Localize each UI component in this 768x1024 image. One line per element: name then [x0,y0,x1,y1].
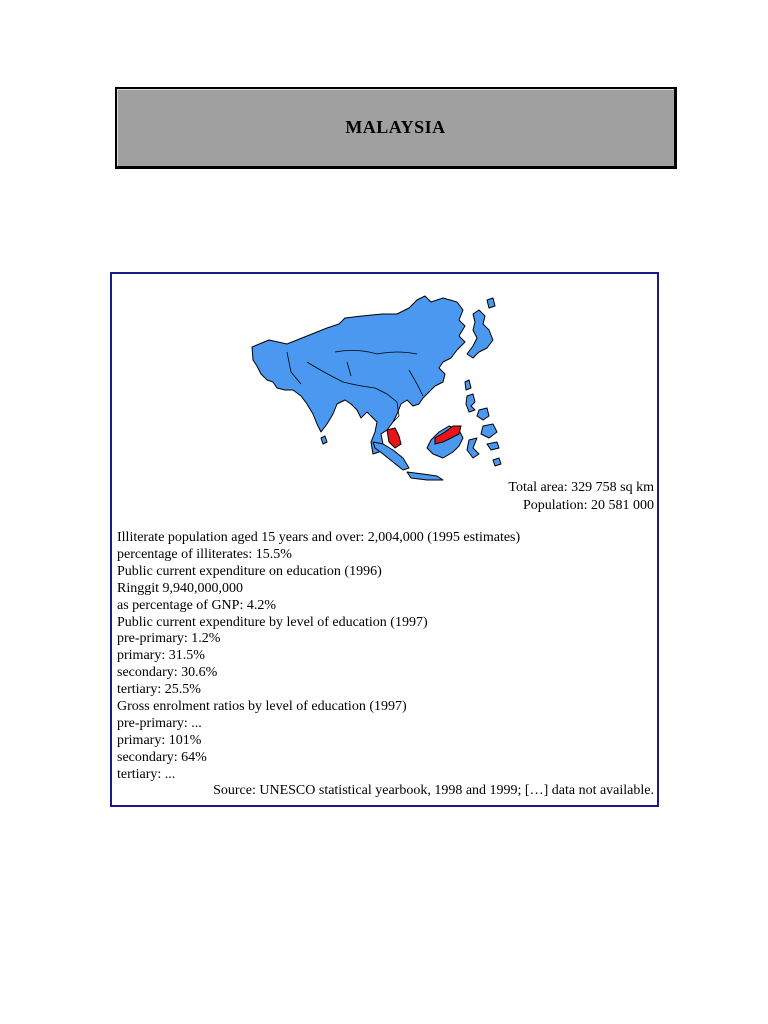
stat-line: Public current expenditure by level of education (1997) [117,614,428,630]
education-statistics [117,530,520,784]
peninsular-malaysia [387,428,401,448]
stat-line: pre-primary: ... [117,715,202,731]
stat-line: Ringgit 9,940,000,000 [117,580,244,596]
country-facts [508,479,654,515]
asia-mainland [252,296,465,454]
population: Population: 20 581 000 [522,498,654,513]
sulawesi-island [467,438,479,458]
stat-line: Public current expenditure on education (1996) [117,563,382,579]
stat-line: secondary: 30.6% [117,665,218,681]
stat-line: Illiterate population aged 15 years and over: 2,004,000 (1995 estimates) [117,530,521,545]
total-area: Total area: 329 758 sq km [508,480,654,495]
stat-line: tertiary: ... [117,766,176,782]
page-title: MALAYSIA [345,117,446,137]
japan-island [467,310,493,358]
asia-map [247,292,517,482]
stat-line: Gross enrolment ratios by level of education (1997) [117,699,407,715]
stat-line: primary: 31.5% [117,648,205,664]
taiwan-island [465,380,471,390]
title-banner [115,87,677,169]
country-profile-panel [110,272,659,807]
philippines-islands [466,394,475,412]
stat-line: as percentage of GNP: 4.2% [117,597,277,613]
stat-line: secondary: 64% [117,749,207,765]
stat-line: primary: 101% [117,732,202,748]
source-note: Source: UNESCO statistical yearbook, 1998 and 1999; […] data not available. [213,783,654,798]
stat-line: pre-primary: 1.2% [117,631,221,647]
sumatra-island [373,442,409,470]
java-island [407,472,443,480]
stat-line: tertiary: 25.5% [117,682,201,698]
stat-line: percentage of illiterates: 15.5% [117,546,292,562]
